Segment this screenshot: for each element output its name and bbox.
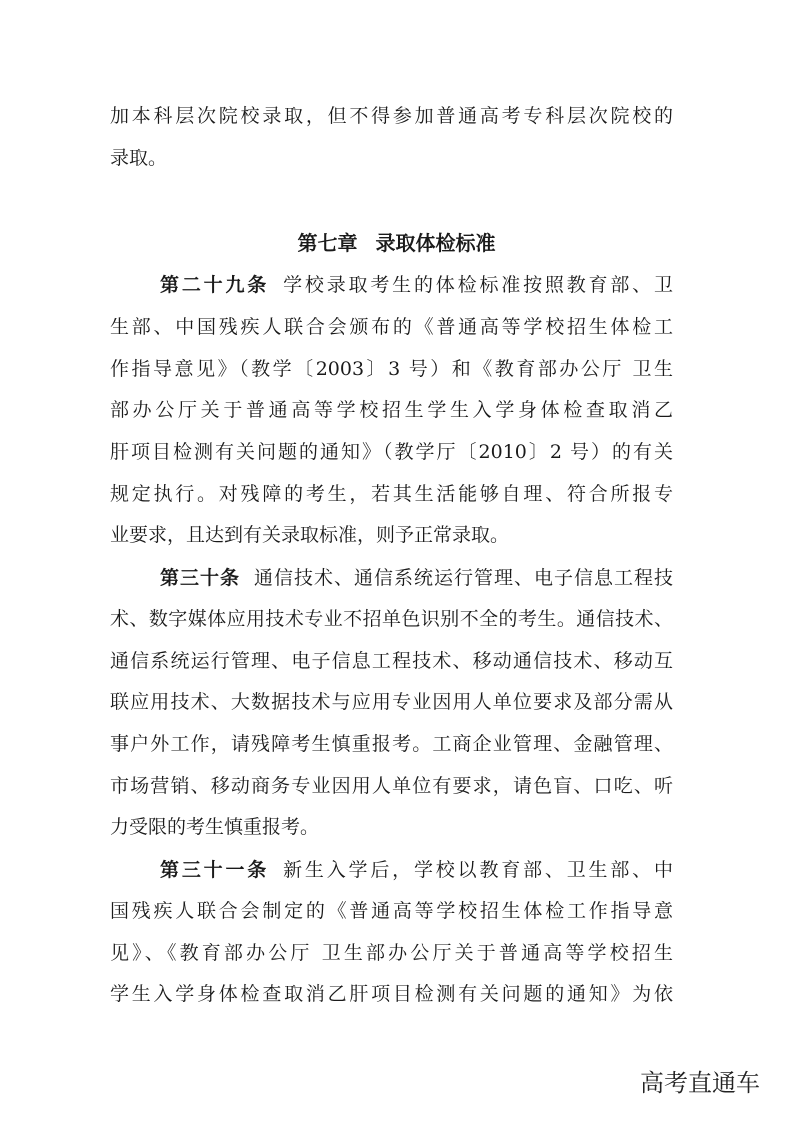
body-text-line: 国残疾人联合会制定的《普通高等学校招生体检工作指导意 [110, 900, 673, 922]
body-text-line: 市场营销、移动商务专业因用人单位有要求，请色盲、口吃、听 [110, 775, 673, 797]
body-text: 新生入学后，学校以教育部、卫生部、中 [283, 859, 673, 881]
body-text: 通信技术、通信系统运行管理、电子信息工程技 [254, 567, 673, 589]
body-text-line: 术、数字媒体应用技术专业不招单色识别不全的考生。通信技术、 [110, 608, 673, 630]
chapter-number: 第七章 [297, 231, 358, 255]
body-text-line: 作指导意见》（教学〔2003〕3 号）和《教育部办公厅 卫生 [110, 358, 673, 380]
body-text-line: 部办公厅关于普通高等学校招生学生入学身体检查取消乙 [110, 399, 673, 421]
body-text-line: 规定执行。对残障的考生，若其生活能够自理、符合所报专 [110, 483, 673, 505]
chapter-heading [0, 229, 793, 257]
body-text-line: 联应用技术、大数据技术与应用专业因用人单位要求及部分需从 [110, 691, 673, 713]
watermark-logo: 高考直通车 [640, 1069, 760, 1097]
chapter-title: 录取体检标准 [375, 231, 496, 255]
body-text: 学校录取考生的体检标准按照教育部、卫 [283, 274, 673, 296]
body-text-line: 学生入学身体检查取消乙肝项目检测有关问题的通知》为依 [110, 983, 673, 1005]
body-text-line: 录取。 [110, 147, 168, 169]
article-first-line [160, 565, 673, 591]
article-label: 第三十条 [160, 567, 240, 589]
body-text-line: 业要求，且达到有关录取标准，则予正常录取。 [110, 524, 510, 546]
body-text-line: 肝项目检测有关问题的通知》（教学厅〔2010〕2 号）的有关 [110, 441, 673, 463]
body-text-line: 力受限的考生慎重报考。 [110, 816, 320, 838]
body-text-line: 通信系统运行管理、电子信息工程技术、移动通信技术、移动互 [110, 650, 673, 672]
article-label: 第三十一条 [160, 859, 270, 881]
body-text-line: 加本科层次院校录取，但不得参加普通高考专科层次院校的 [110, 105, 673, 127]
article-first-line [160, 272, 673, 298]
body-text-line: 见》、《教育部办公厅 卫生部办公厅关于普通高等学校招生 [110, 942, 673, 964]
body-text-line: 事户外工作，请残障考生慎重报考。工商企业管理、金融管理、 [110, 733, 673, 755]
article-first-line [160, 857, 673, 883]
article-label: 第二十九条 [160, 274, 270, 296]
body-text-line: 生部、中国残疾人联合会颁布的《普通高等学校招生体检工 [110, 316, 673, 338]
